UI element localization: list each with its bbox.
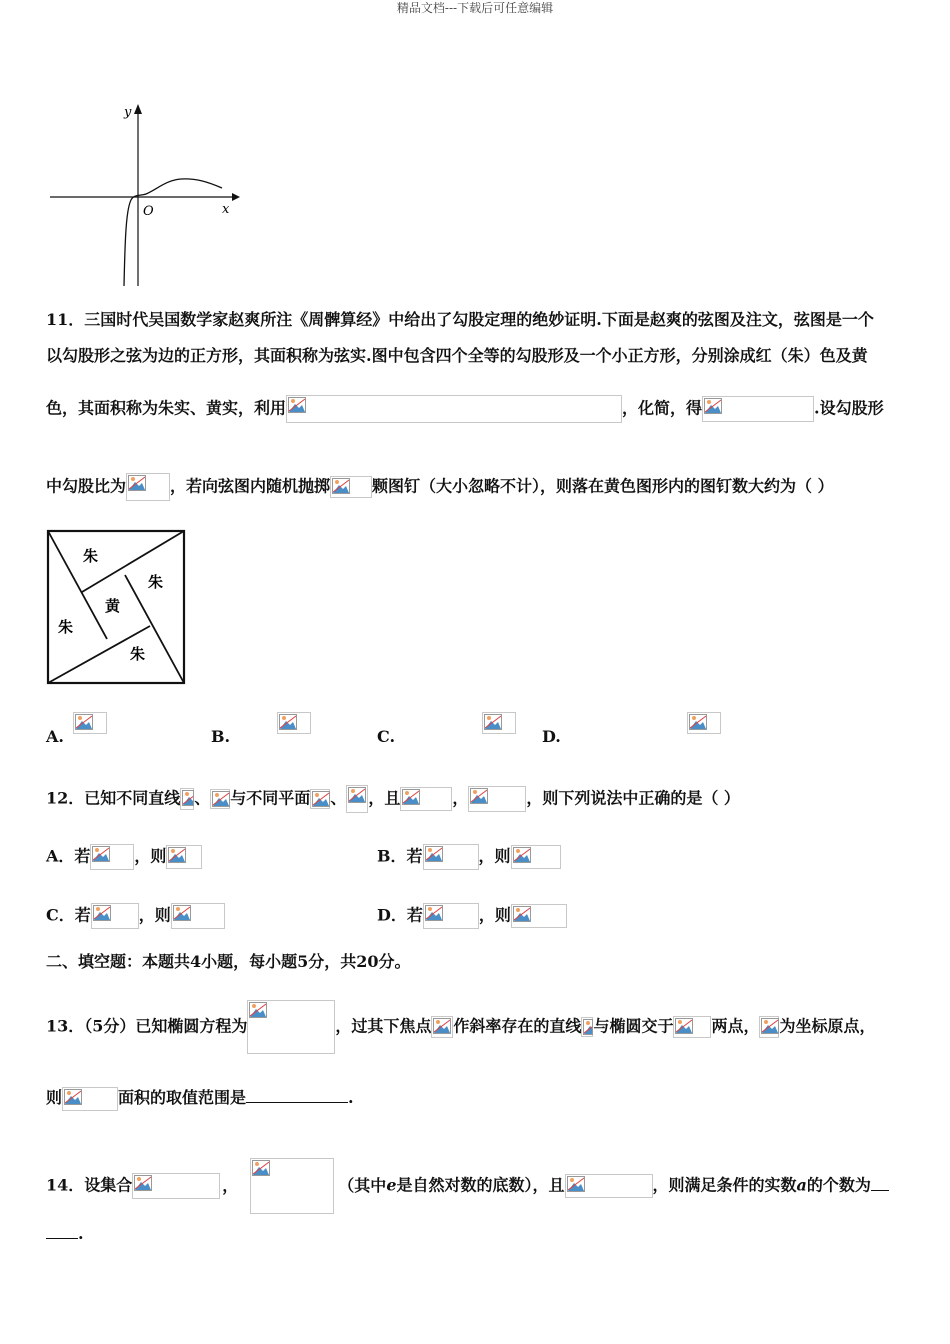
q12-option-b[interactable]: B．若 ，则 bbox=[377, 844, 561, 870]
broken-image-icon bbox=[348, 787, 366, 803]
broken-image-icon bbox=[425, 846, 443, 862]
q13-text-a: 13．（5分）已知椭圆方程为 bbox=[46, 1016, 248, 1036]
formula-image bbox=[673, 1016, 711, 1038]
q12-sep3: ， bbox=[452, 788, 469, 808]
broken-image-icon bbox=[312, 791, 330, 807]
option-b-image bbox=[277, 712, 311, 734]
formula-image bbox=[511, 845, 561, 869]
q13-text-c: 作斜率存在的直线 bbox=[453, 1016, 582, 1036]
formula-image bbox=[346, 785, 368, 813]
formula-image bbox=[91, 903, 139, 929]
option-a-image bbox=[73, 712, 107, 734]
q11-line3 bbox=[46, 395, 884, 423]
broken-image-icon bbox=[182, 790, 194, 806]
label-zhu-bottom: 朱 bbox=[130, 645, 146, 663]
broken-image-icon bbox=[425, 905, 443, 921]
q14-text-a: 14．设集合 bbox=[46, 1175, 133, 1195]
formula-image bbox=[247, 1000, 335, 1054]
formula-image bbox=[132, 1173, 220, 1199]
q13-text-e: 两点， bbox=[711, 1016, 760, 1036]
q14-e-var: e bbox=[386, 1175, 397, 1195]
q13-text-2c: . bbox=[348, 1088, 354, 1107]
q11-line4-c: 颗图钉（大小忽略不计），则落在黄色图形内的图钉数大约为（ ） bbox=[372, 476, 834, 496]
broken-image-icon bbox=[513, 906, 531, 922]
answer-blank-cont[interactable] bbox=[46, 1222, 78, 1239]
y-axis-arrow bbox=[134, 104, 142, 114]
option-c-image bbox=[482, 712, 516, 734]
q12-text-d: ，则下列说法中正确的是（ ） bbox=[526, 788, 740, 808]
q11-option-d[interactable]: D. bbox=[542, 727, 561, 746]
xian-diagram bbox=[46, 529, 186, 685]
q14-text-c: 是自然对数的底数），且 bbox=[396, 1175, 565, 1195]
x-axis-arrow bbox=[232, 193, 240, 201]
broken-image-icon bbox=[675, 1018, 693, 1034]
formula-image bbox=[330, 476, 372, 498]
formula-image bbox=[210, 789, 230, 809]
formula-image bbox=[90, 844, 134, 870]
q13-text-b: ，过其下焦点 bbox=[335, 1016, 432, 1036]
q11-line4-a: 中勾股比为 bbox=[46, 476, 127, 496]
broken-image-icon bbox=[134, 1175, 152, 1191]
broken-image-icon bbox=[279, 714, 297, 730]
broken-image-icon bbox=[332, 478, 350, 494]
q13-text-d: 与椭圆交于 bbox=[593, 1016, 674, 1036]
broken-image-icon bbox=[704, 398, 722, 414]
formula-image bbox=[166, 845, 202, 869]
broken-image-icon bbox=[433, 1018, 451, 1034]
q11-line3-a: 色，其面积称为朱实、黄实，利用 bbox=[46, 398, 287, 418]
formula-image bbox=[565, 1174, 653, 1198]
broken-image-icon bbox=[470, 788, 488, 804]
broken-image-icon bbox=[92, 846, 110, 862]
q13-line1 bbox=[46, 1000, 875, 1054]
formula-image bbox=[250, 1158, 334, 1214]
formula-image bbox=[759, 1016, 779, 1038]
q11-option-c[interactable]: C. bbox=[377, 727, 396, 746]
q12-text-b: 与不同平面 bbox=[230, 788, 311, 808]
q11-line2: 以勾股形之弦为边的正方形，其面积称为弦实.图中包含四个全等的勾股形及一个小正方形，分别涂成红（朱）色及黄 bbox=[46, 346, 868, 365]
formula-image bbox=[423, 903, 479, 929]
q14-text-2c: . bbox=[78, 1224, 84, 1243]
formula-image bbox=[180, 788, 194, 810]
q11-line1: 11．三国时代吴国数学家赵爽所注《周髀算经》中给出了勾股定理的绝妙证明.下面是赵爽的弦图及注文，弦图是一个 bbox=[46, 310, 874, 329]
formula-image bbox=[423, 844, 479, 870]
q14-text-d: ，则满足条件的实数 bbox=[652, 1175, 797, 1195]
broken-image-icon bbox=[168, 847, 186, 863]
q11-line4 bbox=[46, 473, 834, 501]
q13-text-2b: 面积的取值范围是 bbox=[118, 1088, 247, 1107]
q12-option-a[interactable]: A．若 ，则 bbox=[46, 844, 202, 870]
q12-option-c[interactable]: C．若 ，则 bbox=[46, 903, 225, 929]
broken-image-icon bbox=[402, 789, 420, 805]
q12-option-d[interactable]: D．若 ，则 bbox=[377, 903, 567, 929]
formula-image bbox=[126, 473, 170, 501]
broken-image-icon bbox=[583, 1019, 593, 1035]
q13-text-f: 为坐标原点， bbox=[779, 1016, 876, 1036]
q14-text-e: 的个数为 bbox=[806, 1175, 871, 1195]
broken-image-icon bbox=[75, 714, 93, 730]
y-axis-label: y bbox=[124, 105, 132, 120]
q14-sep1: ， bbox=[222, 1175, 239, 1195]
broken-image-icon bbox=[64, 1089, 82, 1105]
broken-image-icon bbox=[128, 475, 146, 491]
formula-image bbox=[702, 396, 814, 422]
label-zhu-top: 朱 bbox=[83, 547, 99, 565]
q12-line bbox=[46, 785, 740, 813]
label-zhu-right: 朱 bbox=[148, 573, 164, 591]
broken-image-icon bbox=[513, 847, 531, 863]
q13-line2 bbox=[46, 1086, 354, 1111]
broken-image-icon bbox=[249, 1002, 267, 1018]
broken-image-icon bbox=[689, 714, 707, 730]
answer-blank[interactable] bbox=[871, 1174, 889, 1191]
q11-line4-b: ，若向弦图内随机抛掷 bbox=[170, 476, 331, 496]
q12-text-c: ，且 bbox=[368, 788, 401, 808]
broken-image-icon bbox=[173, 905, 191, 921]
broken-image-icon bbox=[212, 791, 230, 807]
formula-image bbox=[468, 786, 526, 812]
label-zhu-left: 朱 bbox=[58, 618, 74, 636]
q14-line1 bbox=[46, 1158, 889, 1214]
broken-image-icon bbox=[252, 1160, 270, 1176]
page-header: 精品文档---下载后可任意编辑 bbox=[396, 1, 554, 15]
formula-image bbox=[400, 787, 452, 811]
formula-image bbox=[286, 395, 622, 423]
q13-text-2a: 则 bbox=[46, 1088, 63, 1107]
answer-blank[interactable] bbox=[246, 1086, 348, 1103]
q14-line2 bbox=[46, 1222, 84, 1245]
origin-label: O bbox=[143, 204, 154, 219]
function-graph bbox=[46, 100, 246, 290]
q12-text-a: 12．已知不同直线 bbox=[46, 788, 181, 808]
section-title: 二、填空题：本题共4小题，每小题5分，共20分。 bbox=[46, 952, 411, 971]
formula-image bbox=[62, 1087, 118, 1111]
q14-text-b: （其中 bbox=[338, 1175, 387, 1195]
broken-image-icon bbox=[567, 1176, 585, 1192]
broken-image-icon bbox=[484, 714, 502, 730]
broken-image-icon bbox=[761, 1018, 779, 1034]
q12-sep1: 、 bbox=[194, 788, 211, 808]
q11-line3-c: .设勾股形 bbox=[814, 398, 884, 418]
label-huang-center: 黄 bbox=[105, 597, 121, 615]
formula-image bbox=[431, 1016, 453, 1038]
formula-image bbox=[581, 1017, 593, 1037]
broken-image-icon bbox=[288, 397, 306, 413]
formula-image bbox=[310, 789, 330, 809]
q11-option-a[interactable]: A. bbox=[46, 727, 64, 746]
formula-image bbox=[171, 903, 225, 929]
function-curve bbox=[124, 179, 222, 286]
x-axis-label: x bbox=[222, 202, 230, 217]
formula-image bbox=[511, 904, 567, 928]
q14-a-var: a bbox=[796, 1175, 807, 1195]
broken-image-icon bbox=[93, 905, 111, 921]
q11-option-b[interactable]: B. bbox=[211, 727, 231, 746]
q11-line3-b: ，化简，得 bbox=[622, 398, 703, 418]
option-d-image bbox=[687, 712, 721, 734]
q12-sep2: 、 bbox=[330, 788, 347, 808]
